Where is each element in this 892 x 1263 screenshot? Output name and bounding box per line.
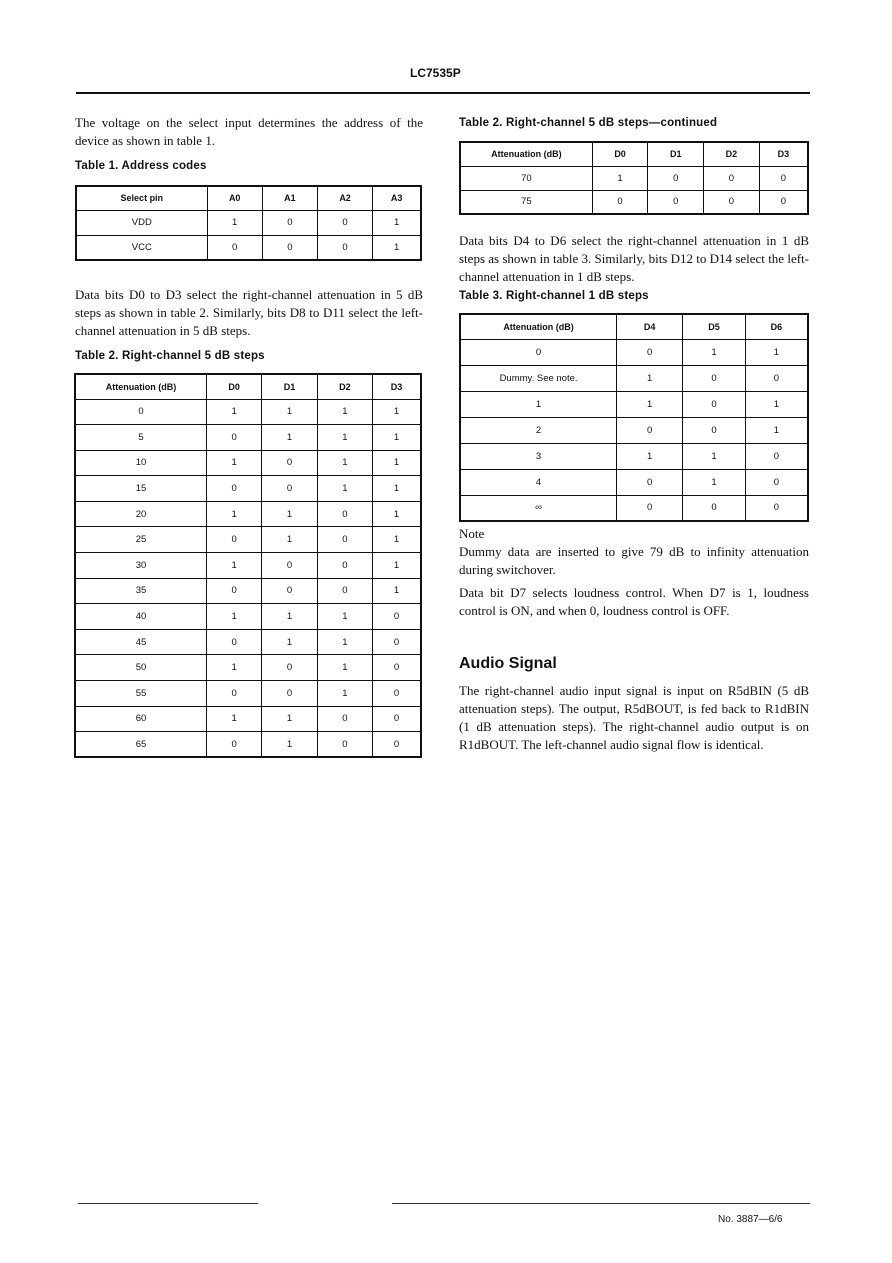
- table-row: [75, 553, 421, 579]
- table-cell: 0: [704, 166, 760, 190]
- table-cell: 1: [206, 604, 261, 630]
- table-cell: 0: [460, 339, 617, 365]
- table-cell: 35: [75, 578, 206, 604]
- column-header: Attenuation (dB): [75, 374, 206, 399]
- table-cell: 1: [262, 501, 317, 527]
- column-header: D3: [759, 142, 808, 166]
- table-cell: 2: [460, 417, 617, 443]
- table-cell: 0: [206, 732, 261, 758]
- paragraph-d7-loudness: Data bit D7 selects loudness control. When D7 is 1, loudness control is ON, and when 0, loudness control is OFF.: [459, 585, 809, 618]
- table-cell: 1: [373, 476, 421, 502]
- column-header: D2: [317, 374, 372, 399]
- table-cell: 1: [745, 339, 808, 365]
- table-cell: 1: [262, 399, 317, 425]
- table-cell: 0: [683, 391, 746, 417]
- table-header-row: [460, 314, 808, 339]
- table-cell: 0: [206, 476, 261, 502]
- table-cell: 70: [460, 166, 592, 190]
- table-cell: 0: [683, 365, 746, 391]
- table-row: [460, 391, 808, 417]
- table-cell: 0: [617, 495, 683, 521]
- column-header: Attenuation (dB): [460, 314, 617, 339]
- table-cell: 1: [683, 443, 746, 469]
- table-cell: 0: [745, 469, 808, 495]
- table-row: [75, 501, 421, 527]
- table-row: [460, 166, 808, 190]
- right-channel-1db-table: [459, 313, 809, 522]
- table-cell: 1: [373, 210, 421, 235]
- table-row: [460, 339, 808, 365]
- table-row: [75, 681, 421, 707]
- table-cell: 1: [262, 425, 317, 451]
- table-cell: 1: [373, 450, 421, 476]
- table-cell: 0: [617, 417, 683, 443]
- table-cell: 1: [317, 655, 372, 681]
- table-cell: 45: [75, 629, 206, 655]
- table-cell: 1: [373, 425, 421, 451]
- table-cell: 1: [206, 553, 261, 579]
- right-channel-5db-table-continued: [459, 141, 809, 215]
- table-cell: 0: [206, 425, 261, 451]
- table-cell: 75: [460, 190, 592, 214]
- table-cell: 1: [373, 527, 421, 553]
- table-cell: 0: [759, 166, 808, 190]
- table-cell: 15: [75, 476, 206, 502]
- table-cell: VCC: [76, 235, 207, 260]
- table-cell: 0: [648, 190, 704, 214]
- table-header-row: [460, 142, 808, 166]
- header-rule: [76, 92, 810, 94]
- table-cell: 55: [75, 681, 206, 707]
- table-cell: 1: [373, 399, 421, 425]
- table-row: [75, 425, 421, 451]
- table-cell: 0: [317, 553, 372, 579]
- table-cell: 1: [617, 365, 683, 391]
- table-cell: 0: [592, 190, 648, 214]
- table-cell: 1: [317, 681, 372, 707]
- table-cell: 0: [648, 166, 704, 190]
- table-cell: 0: [617, 469, 683, 495]
- column-header: D4: [617, 314, 683, 339]
- table-row: [460, 417, 808, 443]
- table-cell: 1: [592, 166, 648, 190]
- table-cell: 0: [317, 706, 372, 732]
- table-row: [75, 450, 421, 476]
- table-row: [75, 527, 421, 553]
- column-header: A1: [262, 186, 317, 210]
- table-cell: 0: [262, 655, 317, 681]
- table-cell: 0: [373, 655, 421, 681]
- intro-paragraph: The voltage on the select input determines the address of the device as shown in table 1.: [75, 115, 423, 148]
- table-cell: 0: [759, 190, 808, 214]
- right-channel-5db-table: [74, 373, 422, 758]
- table-cell: 1: [617, 443, 683, 469]
- document-header-part-number: LC7535P: [410, 66, 461, 80]
- table-row: [75, 578, 421, 604]
- table-row: [460, 495, 808, 521]
- table-cell: 1: [683, 469, 746, 495]
- table-cell: 1: [317, 450, 372, 476]
- table-cell: 30: [75, 553, 206, 579]
- table-cell: 1: [373, 501, 421, 527]
- table-cell: 0: [745, 443, 808, 469]
- table3-caption: Table 3. Right-channel 1 dB steps: [459, 290, 649, 302]
- footer-rule-right: [392, 1203, 810, 1204]
- table-cell: 1: [262, 706, 317, 732]
- table-cell: 0: [683, 495, 746, 521]
- table-cell: 0: [262, 553, 317, 579]
- table-cell: 20: [75, 501, 206, 527]
- table-cell: ∞: [460, 495, 617, 521]
- table-cell: 1: [317, 399, 372, 425]
- column-header: Attenuation (dB): [460, 142, 592, 166]
- table-cell: 0: [206, 681, 261, 707]
- table-cell: 0: [262, 476, 317, 502]
- table-cell: 1: [317, 629, 372, 655]
- table-cell: 1: [317, 604, 372, 630]
- table-cell: 1: [745, 417, 808, 443]
- table-cell: 0: [317, 527, 372, 553]
- table-row: [76, 235, 421, 260]
- table-row: [460, 469, 808, 495]
- note-text: Dummy data are inserted to give 79 dB to infinity attenuation during switchover.: [459, 544, 809, 577]
- table-cell: 1: [206, 501, 261, 527]
- table-cell: 1: [206, 399, 261, 425]
- table2-continued-caption: Table 2. Right-channel 5 dB steps—continued: [459, 117, 718, 129]
- table-row: [75, 706, 421, 732]
- table-cell: 0: [617, 339, 683, 365]
- table-cell: 3: [460, 443, 617, 469]
- table-cell: 0: [207, 235, 262, 260]
- table-cell: 0: [317, 578, 372, 604]
- table-cell: 0: [317, 210, 372, 235]
- column-header: Select pin: [76, 186, 207, 210]
- table-row: [460, 443, 808, 469]
- table-header-row: [75, 374, 421, 399]
- table-cell: 0: [745, 365, 808, 391]
- table-cell: 0: [704, 190, 760, 214]
- table-cell: 10: [75, 450, 206, 476]
- table-cell: 1: [460, 391, 617, 417]
- column-header: D1: [262, 374, 317, 399]
- footer-rule-left: [78, 1203, 258, 1204]
- column-header: D5: [683, 314, 746, 339]
- table-cell: VDD: [76, 210, 207, 235]
- table-cell: 1: [207, 210, 262, 235]
- column-header: A2: [317, 186, 372, 210]
- column-header: D0: [592, 142, 648, 166]
- table-cell: 0: [373, 706, 421, 732]
- table-row: [460, 190, 808, 214]
- table-row: [75, 655, 421, 681]
- column-header: D1: [648, 142, 704, 166]
- table-cell: 1: [317, 476, 372, 502]
- table-row: [75, 604, 421, 630]
- table-cell: 1: [373, 235, 421, 260]
- table-row: [460, 365, 808, 391]
- column-header: A0: [207, 186, 262, 210]
- table-cell: 0: [373, 732, 421, 758]
- table-cell: 0: [75, 399, 206, 425]
- table-cell: 1: [206, 706, 261, 732]
- table2-caption: Table 2. Right-channel 5 dB steps: [75, 350, 265, 362]
- table-cell: 0: [262, 210, 317, 235]
- table-cell: 0: [262, 681, 317, 707]
- table-cell: 1: [373, 553, 421, 579]
- table-cell: Dummy. See note.: [460, 365, 617, 391]
- note-title: Note: [459, 526, 485, 541]
- table-cell: 0: [317, 501, 372, 527]
- table-cell: 60: [75, 706, 206, 732]
- table-cell: 0: [317, 235, 372, 260]
- table-cell: 0: [206, 578, 261, 604]
- table-cell: 4: [460, 469, 617, 495]
- table-cell: 1: [683, 339, 746, 365]
- column-header: D6: [745, 314, 808, 339]
- address-codes-table: [75, 185, 422, 261]
- table-cell: 1: [206, 655, 261, 681]
- table-cell: 1: [373, 578, 421, 604]
- table-cell: 0: [373, 604, 421, 630]
- column-header: A3: [373, 186, 421, 210]
- table-cell: 1: [745, 391, 808, 417]
- table-cell: 65: [75, 732, 206, 758]
- table-row: [75, 476, 421, 502]
- table-cell: 0: [683, 417, 746, 443]
- column-header: D0: [206, 374, 261, 399]
- table-cell: 0: [373, 681, 421, 707]
- paragraph-d4-d6: Data bits D4 to D6 select the right-channel attenuation in 1 dB steps as shown in table 3. Similarly, bits D12 to D14 select the left-channel attenuation in 1 dB steps.: [459, 233, 809, 284]
- table-row: [76, 210, 421, 235]
- table-cell: 50: [75, 655, 206, 681]
- table-cell: 0: [262, 450, 317, 476]
- table-cell: 25: [75, 527, 206, 553]
- table-cell: 1: [317, 425, 372, 451]
- table-cell: 1: [262, 604, 317, 630]
- table1-caption: Table 1. Address codes: [75, 160, 207, 172]
- footer-page-number: No. 3887—6/6: [718, 1214, 783, 1225]
- table-cell: 1: [617, 391, 683, 417]
- table-cell: 0: [262, 235, 317, 260]
- table-cell: 5: [75, 425, 206, 451]
- table-row: [75, 732, 421, 758]
- table-header-row: [76, 186, 421, 210]
- table-cell: 1: [262, 527, 317, 553]
- table-cell: 0: [206, 527, 261, 553]
- table-cell: 40: [75, 604, 206, 630]
- table-cell: 1: [206, 450, 261, 476]
- table-cell: 0: [262, 578, 317, 604]
- column-header: D2: [704, 142, 760, 166]
- section-title-audio-signal: Audio Signal: [459, 655, 557, 672]
- paragraph-audio-signal: The right-channel audio input signal is input on R5dBIN (5 dB attenuation steps). The output, R5dBOUT, is fed back to R1dBIN (1 dB attenuation steps). The right-channel audio output is on R1dBOUT. The left-channel audio signal flow is identical.: [459, 683, 809, 752]
- paragraph-d0-d3: Data bits D0 to D3 select the right-channel attenuation in 5 dB steps as shown in table 2. Similarly, bits D8 to D11 select the left-channel attenuation in 5 dB steps.: [75, 287, 423, 338]
- table-cell: 0: [317, 732, 372, 758]
- column-header: D3: [373, 374, 421, 399]
- table-row: [75, 629, 421, 655]
- table-cell: 1: [262, 732, 317, 758]
- table-cell: 0: [373, 629, 421, 655]
- table-cell: 0: [745, 495, 808, 521]
- table-row: [75, 399, 421, 425]
- table-cell: 1: [262, 629, 317, 655]
- table-cell: 0: [206, 629, 261, 655]
